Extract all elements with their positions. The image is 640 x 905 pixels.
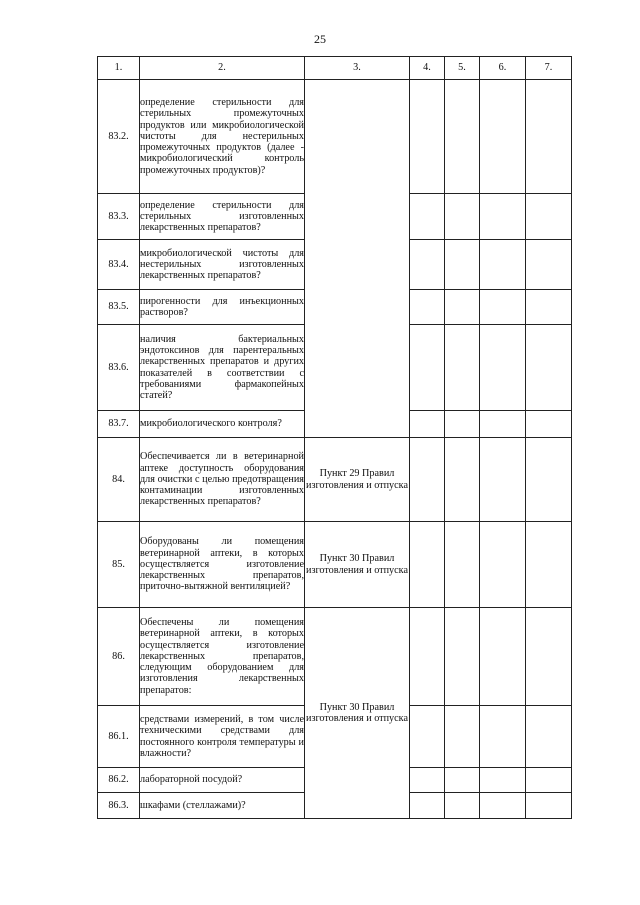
answer-cell (526, 325, 572, 411)
answer-cell (410, 325, 445, 411)
row-number: 83.2. (98, 80, 140, 194)
row-question: микробиологической чистоты для нестерильных изготовленных лекарственных препаратов? (140, 240, 305, 290)
answer-cell (480, 80, 526, 194)
row-question: средствами измерений, в том числе техническими средствами для постоянного контроля температуры и влажности? (140, 706, 305, 768)
answer-cell (480, 290, 526, 325)
row-number: 83.3. (98, 194, 140, 240)
row-question: микробиологического контроля? (140, 411, 305, 438)
answer-cell (410, 194, 445, 240)
answer-cell (526, 290, 572, 325)
answer-cell (526, 768, 572, 793)
row-question: определение стерильности для стерильных изготовленных лекарственных препаратов? (140, 194, 305, 240)
answer-cell (480, 240, 526, 290)
header-col-6: 6. (480, 57, 526, 80)
answer-cell (480, 706, 526, 768)
answer-cell (410, 706, 445, 768)
answer-cell (480, 608, 526, 706)
row-question: пирогенности для инъекционных растворов? (140, 290, 305, 325)
answer-cell (445, 608, 480, 706)
answer-cell (480, 325, 526, 411)
row-question: шкафами (стеллажами)? (140, 793, 305, 819)
row-number: 83.4. (98, 240, 140, 290)
answer-cell (526, 793, 572, 819)
row-reference: Пункт 30 Правил изготовления и отпуска (305, 608, 410, 819)
answer-cell (480, 522, 526, 608)
row-number: 83.6. (98, 325, 140, 411)
answer-cell (445, 706, 480, 768)
answer-cell (445, 793, 480, 819)
table-row (98, 438, 572, 522)
answer-cell (410, 608, 445, 706)
header-col-7: 7. (526, 57, 572, 80)
answer-cell (526, 194, 572, 240)
table-row (98, 522, 572, 608)
answer-cell (410, 80, 445, 194)
answer-cell (445, 522, 480, 608)
answer-cell (410, 768, 445, 793)
row-question: лабораторной посудой? (140, 768, 305, 793)
header-col-3: 3. (305, 57, 410, 80)
header-col-4: 4. (410, 57, 445, 80)
row-question: определение стерильности для стерильных промежуточных продуктов или микробиологической чистоты для нестерильных промежуточных продуктов (далее - микробиологический контроль промежуточных продуктов)? (140, 80, 305, 194)
answer-cell (445, 325, 480, 411)
header-col-5: 5. (445, 57, 480, 80)
answer-cell (526, 706, 572, 768)
answer-cell (445, 768, 480, 793)
row-question: Обеспечивается ли в ветеринарной аптеке доступность оборудования для очистки с целью предотвращения контаминации изготовленных лекарственных препаратов? (140, 438, 305, 522)
row-reference-empty (305, 80, 410, 438)
header-col-1: 1. (98, 57, 140, 80)
row-number: 84. (98, 438, 140, 522)
checklist-table (97, 56, 572, 819)
answer-cell (480, 768, 526, 793)
row-question: Оборудованы ли помещения ветеринарной аптеки, в которых осуществляется изготовление лекарственных препаратов, приточно-вытяжной вентиляцией? (140, 522, 305, 608)
row-number: 86.1. (98, 706, 140, 768)
answer-cell (410, 793, 445, 819)
table-row (98, 608, 572, 706)
answer-cell (526, 80, 572, 194)
row-number: 83.5. (98, 290, 140, 325)
row-number: 85. (98, 522, 140, 608)
row-reference: Пункт 29 Правил изготовления и отпуска (305, 438, 410, 522)
header-col-2: 2. (140, 57, 305, 80)
row-question: Обеспечены ли помещения ветеринарной аптеки, в которых осуществляется изготовление лекарственных препаратов, следующим оборудованием для изготовления лекарственных препаратов: (140, 608, 305, 706)
row-question: наличия бактериальных эндотоксинов для парентеральных лекарственных препаратов и других показателей в соответствии с требованиями фармакопейных статей? (140, 325, 305, 411)
row-reference: Пункт 30 Правил изготовления и отпуска (305, 522, 410, 608)
row-number: 83.7. (98, 411, 140, 438)
answer-cell (410, 438, 445, 522)
answer-cell (410, 290, 445, 325)
answer-cell (526, 411, 572, 438)
answer-cell (526, 438, 572, 522)
answer-cell (410, 411, 445, 438)
answer-cell (480, 438, 526, 522)
answer-cell (526, 608, 572, 706)
row-number: 86.3. (98, 793, 140, 819)
answer-cell (445, 438, 480, 522)
answer-cell (445, 194, 480, 240)
answer-cell (480, 194, 526, 240)
answer-cell (445, 411, 480, 438)
answer-cell (410, 240, 445, 290)
answer-cell (410, 522, 445, 608)
answer-cell (480, 411, 526, 438)
answer-cell (480, 793, 526, 819)
page-number: 25 (314, 32, 326, 46)
answer-cell (445, 240, 480, 290)
answer-cell (526, 522, 572, 608)
row-number: 86. (98, 608, 140, 706)
row-number: 86.2. (98, 768, 140, 793)
header-row (98, 57, 572, 80)
answer-cell (445, 80, 480, 194)
answer-cell (526, 240, 572, 290)
answer-cell (445, 290, 480, 325)
table-row (98, 80, 572, 194)
